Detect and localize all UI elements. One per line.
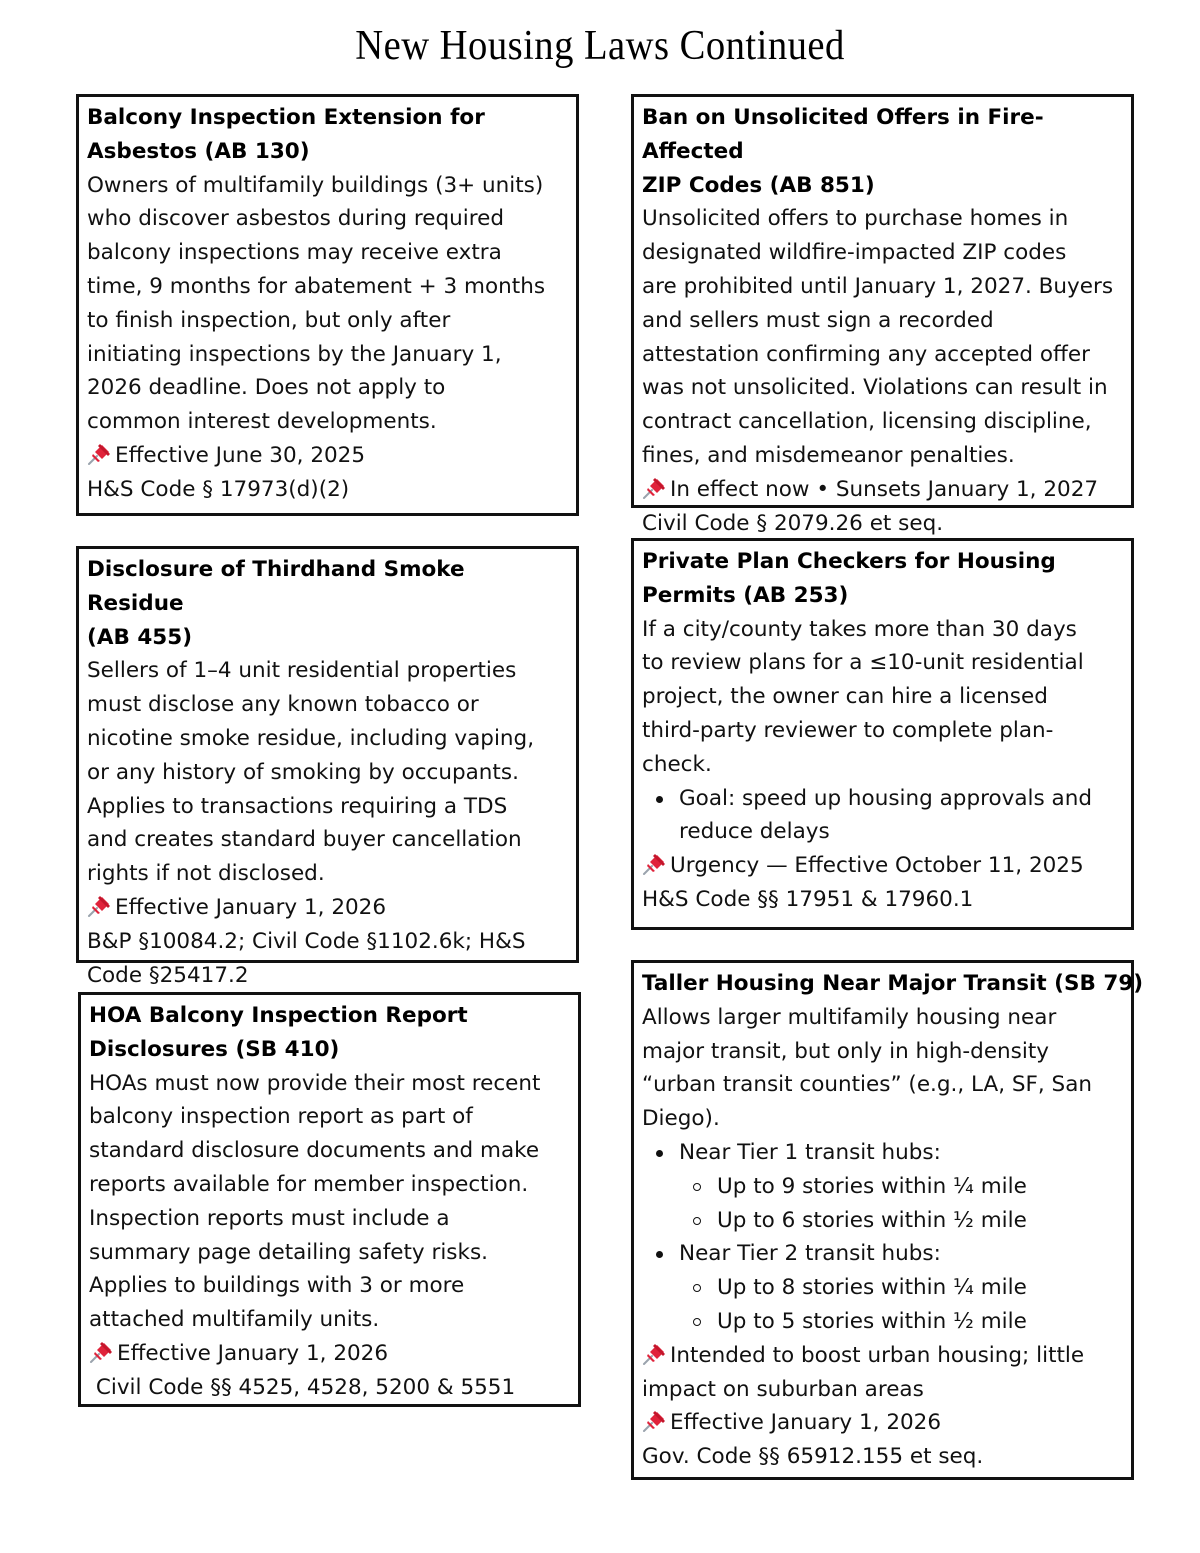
body-line: balcony inspections may receive extra [87,240,502,266]
card-title: (AB 455) [87,624,193,650]
body-line: contract cancellation, licensing discipline, [642,409,1092,435]
body-line: Inspection reports must include a [89,1205,450,1231]
body-line: 2026 deadline. Does not apply to [87,375,446,401]
citation: Civil Code §§ 4525, 4528, 5200 & 5551 [89,1374,516,1400]
citation: Code §25417.2 [87,962,249,988]
effective-date [642,473,1123,507]
body-line: to review plans for a ≤10-unit residential [642,650,1084,676]
effective-date [642,1406,1123,1440]
body-line: project, the owner can hire a licensed [642,684,1048,710]
pushpin-icon [89,1341,113,1363]
card-ab455 [76,546,579,988]
effective-date [642,849,1123,883]
card-ab130 [76,94,579,516]
effective-date [87,439,568,473]
bullet-text: reduce delays [679,819,830,845]
body-line: Diego). [642,1106,720,1132]
citation: B&P §10084.2; Civil Code §1102.6k; H&S [87,928,526,954]
body-line: Owners of multifamily buildings (3+ units) [87,172,544,198]
card-title: HOA Balcony Inspection Report [89,1003,468,1028]
card-title: Disclosure of Thirdhand Smoke Residue [87,557,465,616]
bullet-text: Near Tier 1 transit hubs: [679,1139,941,1165]
citation: Gov. Code §§ 65912.155 et seq. [642,1444,984,1470]
citation: Civil Code § 2079.26 et seq. [642,510,944,536]
pushpin-icon [642,1410,666,1432]
body-line: and sellers must sign a recorded [642,307,994,333]
body-line: Sellers of 1–4 unit residential properties [87,658,517,684]
body-line: initiating inspections by the January 1, [87,341,502,367]
body-line: Applies to transactions requiring a TDS [87,793,508,819]
card-ab851 [631,94,1134,536]
pushpin-icon [87,443,111,465]
body-line: to finish inspection, but only after [87,307,451,333]
bullet-list [642,782,1123,850]
body-line: summary page detailing safety risks. [89,1239,488,1265]
body-line: third-party reviewer to complete plan- [642,717,1054,743]
effective-date [89,1337,570,1371]
card-title: Balcony Inspection Extension for [87,105,485,130]
card-title: Private Plan Checkers for Housing [642,549,1056,574]
card-title: Permits (AB 253) [642,582,849,608]
card-title: Asbestos (AB 130) [87,138,310,164]
sub-bullet-item: Up to 6 stories within ½ mile [642,1204,1123,1238]
bullet-item-tier2 [642,1237,1123,1271]
body-line: who discover asbestos during required [87,206,504,232]
body-line: attached multifamily units. [89,1307,380,1333]
note [642,1339,1123,1373]
card-title: Taller Housing Near Major Transit (SB 79) [642,971,1144,996]
effective-text: Effective January 1, 2026 [670,1410,942,1436]
citation: H&S Code §§ 17951 & 17960.1 [642,886,974,912]
card-sb410 [78,992,581,1407]
body-line: and creates standard buyer cancellation [87,827,522,853]
body-line: nicotine smoke residue, including vaping, [87,725,535,751]
body-line: are prohibited until January 1, 2027. Buyers [642,273,1114,299]
body-line: balcony inspection report as part of [89,1104,473,1130]
body-line: HOAs must now provide their most recent [89,1070,541,1096]
body-line: major transit, but only in high-density [642,1038,1050,1064]
body-line: standard disclosure documents and make [89,1138,540,1164]
bullet-list [642,1136,1123,1339]
sub-list-container [642,1271,1123,1339]
pushpin-icon [642,853,666,875]
pushpin-icon [87,895,111,917]
body-line: rights if not disclosed. [87,861,325,887]
bullet-text: Near Tier 2 transit hubs: [679,1241,941,1267]
effective-date [87,891,568,925]
pushpin-icon [642,1343,666,1365]
body-line: “urban transit counties” (e.g., LA, SF, San [642,1072,1093,1098]
card-ab253 [631,538,1134,930]
sub-bullet-item: Up to 8 stories within ¼ mile [642,1271,1123,1305]
body-line: attestation confirming any accepted offer [642,341,1090,367]
body-line: designated wildfire-impacted ZIP codes [642,240,1067,266]
body-line: Unsolicited offers to purchase homes in [642,206,1069,232]
note-text: Intended to boost urban housing; little [670,1342,1085,1368]
bullet-text: Goal: speed up housing approvals and [679,785,1092,811]
page-title: New Housing Laws Continued [355,23,845,69]
body-line: If a city/county takes more than 30 days [642,616,1077,642]
body-line: fines, and misdemeanor penalties. [642,442,1015,468]
card-title: Ban on Unsolicited Offers in Fire-Affected [642,105,1044,164]
effective-text: Urgency — Effective October 11, 2025 [670,853,1084,879]
body-line: must disclose any known tobacco or [87,692,479,718]
bullet-item-tier1 [642,1136,1123,1170]
card-title: ZIP Codes (AB 851) [642,172,875,198]
citation: H&S Code § 17973(d)(2) [87,476,350,502]
note: impact on suburban areas [642,1376,924,1402]
body-line: time, 9 months for abatement + 3 months [87,273,546,299]
bullet-item [642,782,1123,850]
body-line: common interest developments. [87,409,437,435]
body-line: Applies to buildings with 3 or more [89,1273,465,1299]
effective-text: Effective January 1, 2026 [117,1340,389,1366]
effective-text: Effective June 30, 2025 [115,442,366,468]
body-line: Allows larger multifamily housing near [642,1004,1057,1030]
pushpin-icon [642,477,666,499]
effective-text: In effect now • Sunsets January 1, 2027 [670,476,1099,502]
body-line: was not unsolicited. Violations can result in [642,375,1108,401]
sub-bullet-list [642,1170,1123,1238]
sub-bullet-item: Up to 9 stories within ¼ mile [642,1170,1123,1204]
sub-bullet-item: Up to 5 stories within ½ mile [642,1305,1123,1339]
sub-bullet-list [642,1271,1123,1339]
card-title: Disclosures (SB 410) [89,1036,340,1062]
effective-text: Effective January 1, 2026 [115,894,387,920]
sub-list-container [642,1170,1123,1238]
body-line: reports available for member inspection. [89,1171,529,1197]
card-sb79 [631,960,1144,1480]
body-line: or any history of smoking by occupants. [87,759,519,785]
body-line: check. [642,751,712,777]
